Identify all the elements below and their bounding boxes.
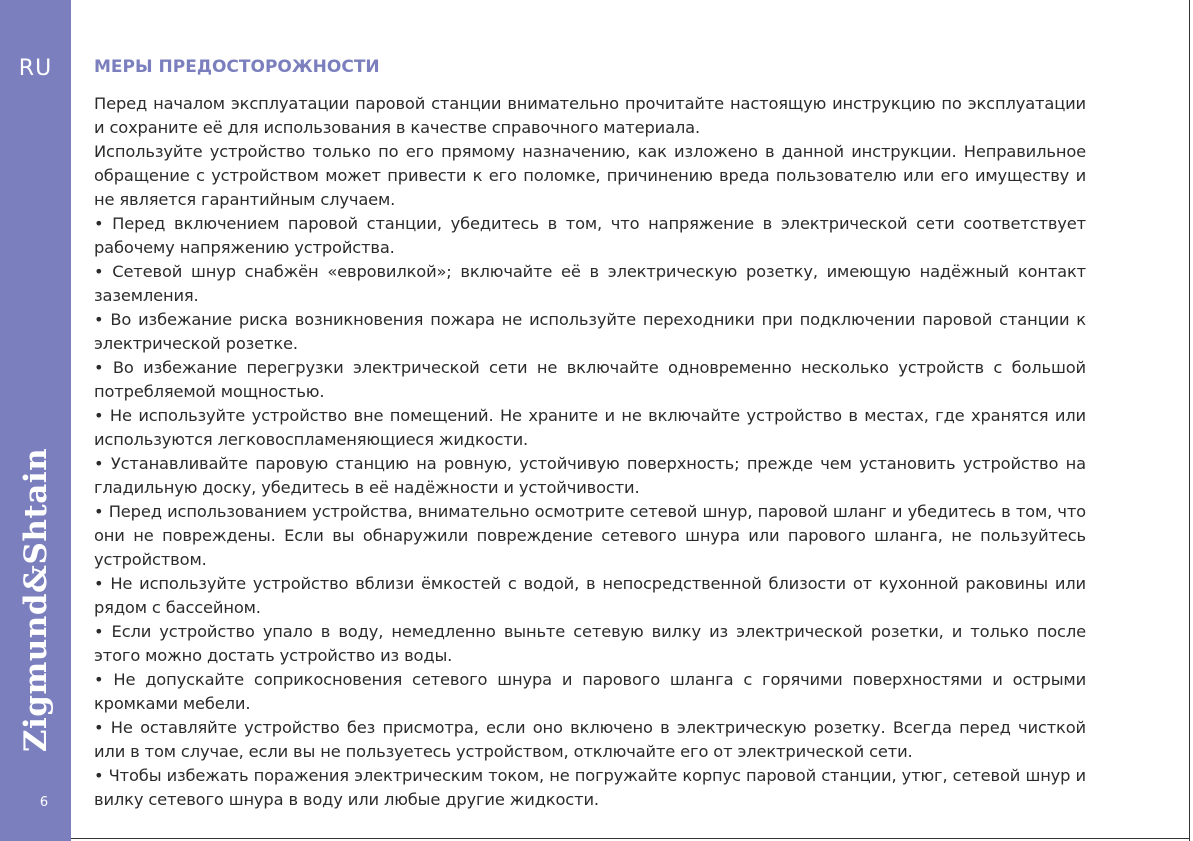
list-item: • Чтобы избежать поражения электрическим током, не погружайте корпус паровой станции, утюг, сетевой шнур и вилку сетевого шнура в воду или любые другие жидкости. bbox=[94, 766, 1086, 809]
list-item: • Во избежание перегрузки электрической сети не включайте одновременно несколько устройств с большой потребляемой мощностью. bbox=[94, 358, 1086, 401]
list-item: • Перед использованием устройства, внимательно осмотрите сетевой шнур, паровой шланг и убедитесь в том, что они не повреждены. Если вы обнаружили повреждение сетевого шнура или парового шланга, не пользуйтесь устройством. bbox=[94, 502, 1086, 569]
list-item: • Не используйте устройство вне помещений. Не храните и не включайте устройство в местах, где хранятся или используются легковоспламеняющиеся жидкости. bbox=[94, 406, 1086, 449]
list-item: • Сетевой шнур снабжён «евровилкой»; включайте её в электрическую розетку, имеющую надёжный контакт заземления. bbox=[94, 262, 1086, 305]
paragraph: Используйте устройство только по его прямому назначению, как изложено в данной инструкции. Неправильное обращение с устройством может привести к его поломке, причинению вреда пользователю или его имуществу и не является гарантийным случаем. bbox=[94, 142, 1086, 209]
page-number: 6 bbox=[39, 795, 49, 810]
page-border-bottom bbox=[71, 838, 1190, 839]
list-item: • Перед включением паровой станции, убедитесь в том, что напряжение в электрической сети соответствует рабочему напряжению устройства. bbox=[94, 214, 1086, 257]
list-item: • Во избежание риска возникновения пожара не используйте переходники при подключении паровой станции к электрической розетке. bbox=[94, 310, 1086, 353]
list-item: • Устанавливайте паровую станцию на ровную, устойчивую поверхность; прежде чем установить устройство на гладильную доску, убедитесь в её надёжности и устойчивости. bbox=[94, 454, 1086, 497]
list-item: • Не допускайте соприкосновения сетевого шнура и парового шланга с горячими поверхностями и острыми кромками мебели. bbox=[94, 670, 1086, 713]
sidebar bbox=[0, 0, 71, 841]
page-border-right bbox=[1189, 0, 1190, 841]
list-item: • Не используйте устройство вблизи ёмкостей с водой, в непосредственной близости от кухонной раковины или рядом с бассейном. bbox=[94, 574, 1086, 617]
brand-logo: Zigmund&Shtain bbox=[18, 447, 54, 753]
list-item: • Не оставляйте устройство без присмотра, если оно включено в электрическую розетку. Всегда перед чисткой или в том случае, если вы не пользуетесь устройством, отключайте его от электрической сети. bbox=[94, 718, 1086, 761]
main-content bbox=[94, 54, 1086, 812]
list-item: • Если устройство упало в воду, немедленно выньте сетевую вилку из электрической розетки, и только после этого можно достать устройство из воды. bbox=[94, 622, 1086, 665]
language-code: RU bbox=[18, 56, 53, 81]
section-title: МЕРЫ ПРЕДОСТОРОЖНОСТИ bbox=[94, 57, 380, 77]
paragraph: Перед началом эксплуатации паровой станции внимательно прочитайте настоящую инструкцию по эксплуатации и сохраните её для использования в качестве справочного материала. bbox=[94, 94, 1086, 137]
